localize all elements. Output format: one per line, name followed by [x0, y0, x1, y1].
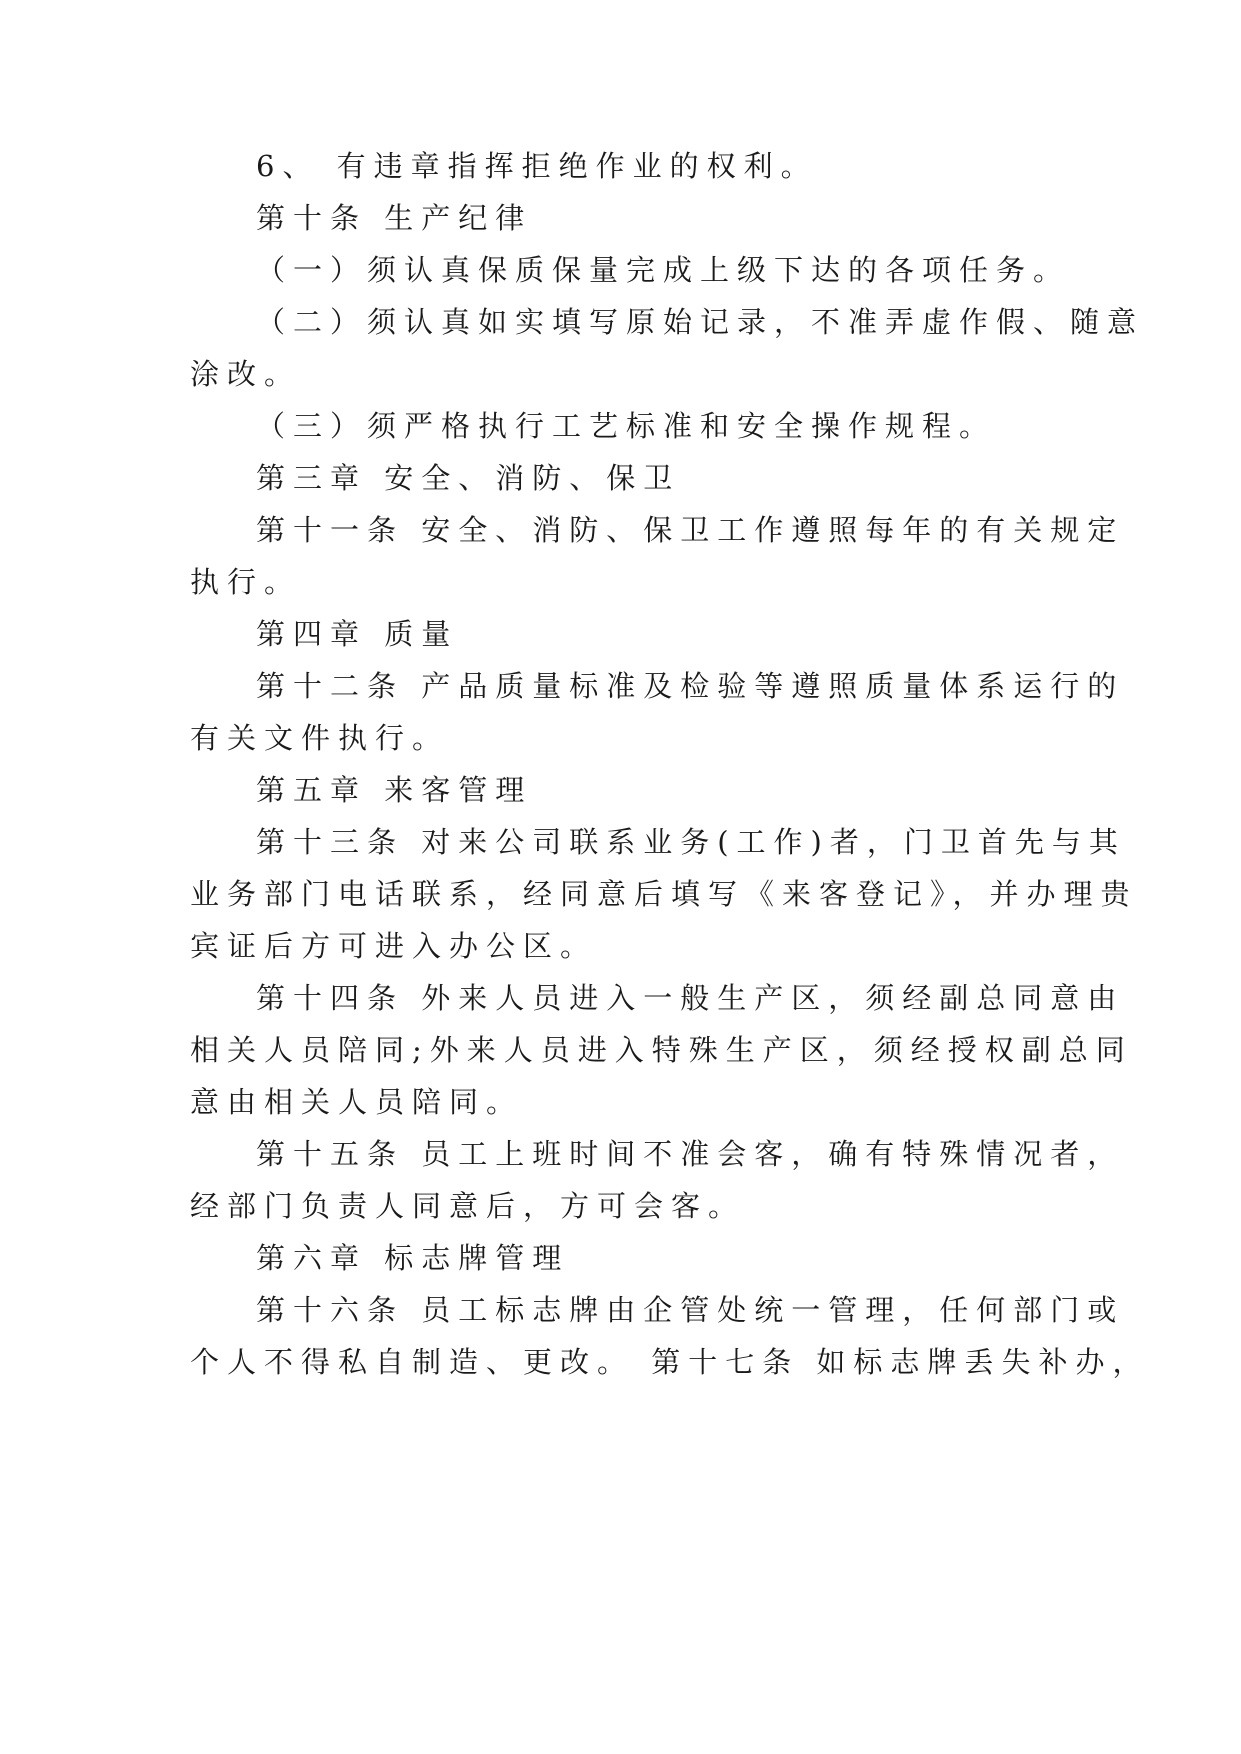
text-line-article-15: 第十五条 员工上班时间不准会客，确有特殊情况者， [256, 1137, 1125, 1171]
text-line-discipline-2: （二）须认真如实填写原始记录，不准弄虚作假、随意 [256, 305, 1145, 339]
text-line-article-14-cont-1: 相关人员陪同;外来人员进入特殊生产区，须经授权副总同 [190, 1033, 1133, 1067]
text-line-chapter-6-heading: 第六章 标志牌管理 [256, 1241, 570, 1275]
text-line-article-14: 第十四条 外来人员进入一般生产区，须经副总同意由 [256, 981, 1125, 1015]
text-line-article-13-cont-1: 业务部门电话联系，经同意后填写《来客登记》，并办理贵 [190, 877, 1138, 911]
text-line-article-12-cont: 有关文件执行。 [190, 721, 450, 755]
text-line-article-12: 第十二条 产品质量标准及检验等遵照质量体系运行的 [256, 669, 1125, 703]
text-line-article-13-cont-2: 宾证后方可进入办公区。 [190, 929, 598, 963]
text-line-chapter-3-heading: 第三章 安全、消防、保卫 [256, 461, 681, 495]
text-line-article-15-cont: 经部门负责人同意后，方可会客。 [190, 1189, 746, 1223]
text-line-article-11: 第十一条 安全、消防、保卫工作遵照每年的有关规定 [256, 513, 1125, 547]
text-line-chapter-4-heading: 第四章 质量 [256, 617, 459, 651]
text-line-article-11-cont: 执行。 [190, 565, 302, 599]
text-line-article-16-17: 个人不得私自制造、更改。 第十七条 如标志牌丢失补办， [190, 1345, 1150, 1379]
text-line-chapter-5-heading: 第五章 来客管理 [256, 773, 533, 807]
text-line-rights-item-6: 6、 有违章指挥拒绝作业的权利。 [256, 149, 818, 183]
text-line-discipline-3: （三）须严格执行工艺标准和安全操作规程。 [256, 409, 997, 443]
text-line-article-13: 第十三条 对来公司联系业务(工作)者，门卫首先与其 [256, 825, 1126, 859]
text-line-article-10-heading: 第十条 生产纪律 [256, 201, 533, 235]
text-line-discipline-2-cont: 涂改。 [190, 357, 302, 391]
text-line-discipline-1: （一）须认真保质保量完成上级下达的各项任务。 [256, 253, 1071, 287]
text-line-article-14-cont-2: 意由相关人员陪同。 [190, 1085, 524, 1119]
text-line-article-16: 第十六条 员工标志牌由企管处统一管理，任何部门或 [256, 1293, 1125, 1327]
